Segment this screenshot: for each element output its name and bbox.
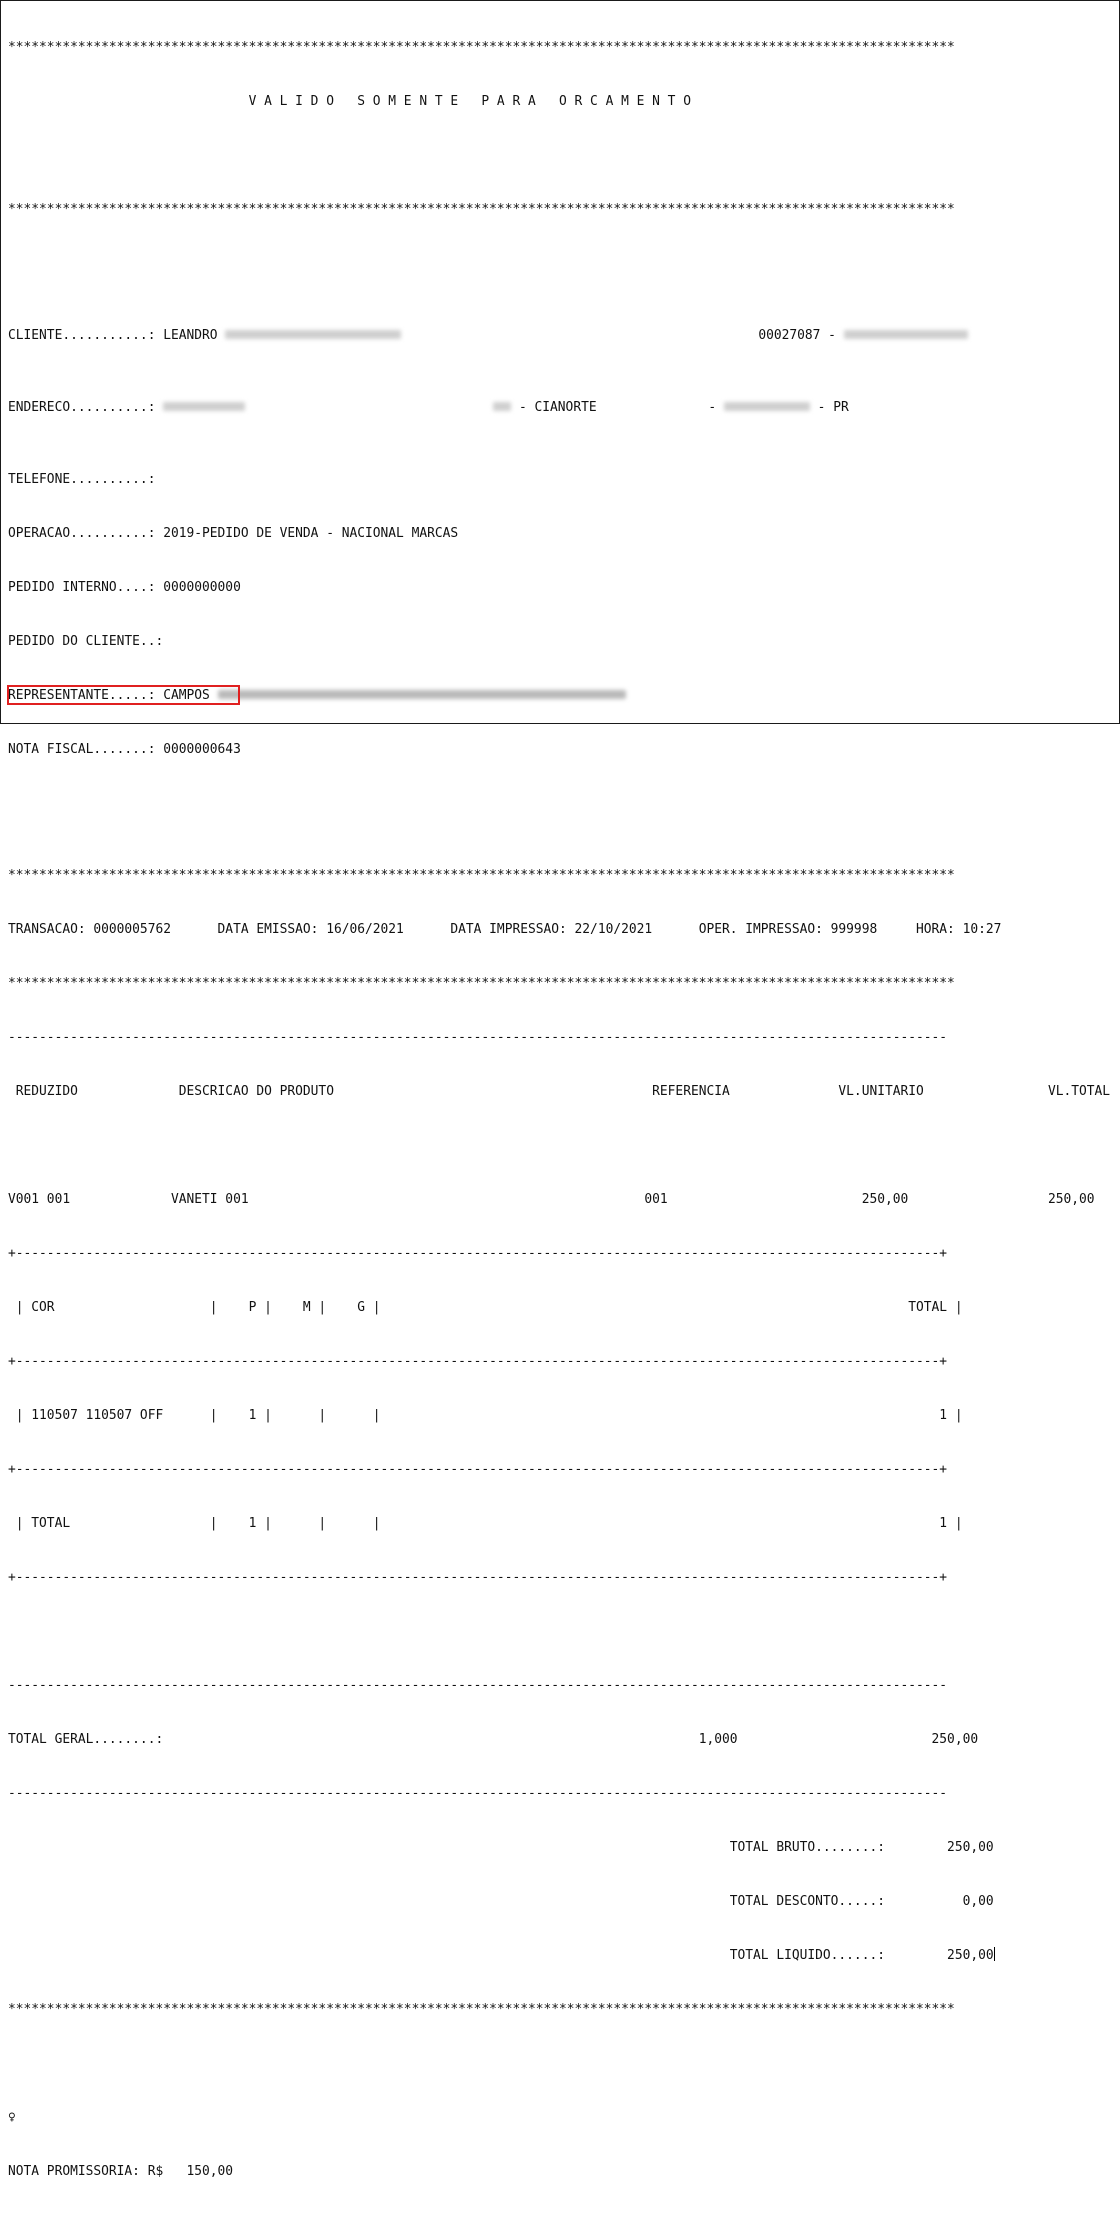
endereco-uf: PR — [833, 400, 849, 415]
grid-border: +-----------------------------------------------------------------------------------------------------------------------+ — [8, 1570, 948, 1585]
grid-data-row: | 110507 110507 OFF | 1 | | | 1 | — [8, 1408, 963, 1423]
pedido-interno-row — [8, 579, 1110, 597]
operacao-value: 2019-PEDIDO DE VENDA - NACIONAL MARCAS — [163, 526, 459, 541]
total-liquido-row — [8, 1947, 1110, 1965]
highlight-box — [7, 685, 240, 705]
cliente-name: LEANDRO — [163, 328, 226, 343]
endereco-city-sep: - — [511, 400, 535, 415]
dash-divider: ------------------------------------------------------------------------------------------------------------------------- — [8, 1030, 948, 1045]
female-symbol: ♀ — [8, 2110, 16, 2125]
redacted-cep — [724, 402, 810, 411]
total-desconto-row: TOTAL DESCONTO.....: 0,00 — [8, 1894, 994, 1909]
operacao-row — [8, 525, 1110, 543]
pedido-interno-value: 0000000000 — [163, 580, 241, 595]
cliente-code: 00027087 - — [758, 328, 844, 343]
grid-border: +-----------------------------------------------------------------------------------------------------------------------+ — [8, 1246, 948, 1261]
total-liquido-text: TOTAL LIQUIDO......: 250,00 — [8, 1948, 994, 1963]
operacao-label: OPERACAO..........: — [8, 526, 164, 541]
nota-fiscal-value: 0000000643 — [163, 742, 241, 757]
dash-divider: ------------------------------------------------------------------------------------------------------------------------- — [8, 1678, 948, 1693]
redacted-representante — [218, 690, 626, 699]
stars-divider: ************************************************************************************************************************** — [8, 976, 955, 991]
blank-line — [8, 255, 1110, 273]
nota-fiscal-row — [8, 741, 1110, 759]
columns-header: REDUZIDO DESCRICAO DO PRODUTO REFERENCIA VL.UNITARIO VL.TOTAL — [8, 1084, 1111, 1099]
report-document — [8, 3, 1110, 2217]
transacao-row: TRANSACAO: 0000005762 DATA EMISSAO: 16/06/2021 DATA IMPRESSAO: 22/10/2021 OPER. IMPRESSAO: 999998 HORA: 10:27 — [8, 922, 1002, 937]
endereco-row — [8, 399, 1110, 417]
cliente-row — [8, 327, 1110, 345]
representante-label: REPRESENTANTE.....: — [8, 688, 164, 703]
endereco-label: ENDERECO..........: — [8, 400, 164, 415]
pedido-interno-label: PEDIDO INTERNO....: — [8, 580, 164, 595]
blank-line — [8, 1623, 1110, 1641]
nota-fiscal-label: NOTA FISCAL.......: — [8, 742, 164, 757]
blank-line — [8, 2055, 1110, 2073]
representante-value: CAMPOS — [163, 688, 218, 703]
redacted-name — [225, 330, 401, 339]
redacted-address — [163, 402, 245, 411]
pedido-cliente-row: PEDIDO DO CLIENTE..: — [8, 634, 164, 649]
total-bruto-row: TOTAL BRUTO........: 250,00 — [8, 1840, 994, 1855]
stars-divider: ************************************************************************************************************************** — [8, 868, 955, 883]
blank-line — [8, 813, 1110, 831]
stars-divider: ************************************************************************************************************************** — [8, 202, 955, 217]
blank-line — [8, 1137, 1110, 1155]
product-row: V001 001 VANETI 001 001 250,00 250,00 — [8, 1192, 1095, 1207]
grid-border: +-----------------------------------------------------------------------------------------------------------------------+ — [8, 1462, 948, 1477]
endereco-city: CIANORTE — [534, 400, 597, 415]
redacted-number — [493, 402, 511, 411]
dash-divider: ------------------------------------------------------------------------------------------------------------------------- — [8, 1786, 948, 1801]
telefone-row: TELEFONE..........: — [8, 472, 156, 487]
stars-divider: ************************************************************************************************************************** — [8, 40, 955, 55]
text-cursor — [994, 1947, 995, 1961]
redacted-code — [844, 330, 968, 339]
grid-header-row: | COR | P | M | G | TOTAL | — [8, 1300, 963, 1315]
report-title: V A L I D O S O M E N T E P A R A O R C A M E N T O — [8, 94, 691, 109]
cliente-label: CLIENTE...........: — [8, 328, 164, 343]
endereco-uf-sep: - — [700, 400, 724, 415]
grid-total-row: | TOTAL | 1 | | | 1 | — [8, 1516, 963, 1531]
nota-promissoria-row: NOTA PROMISSORIA: R$ 150,00 — [8, 2164, 234, 2179]
endereco-uf-sep2: - — [809, 400, 834, 415]
blank-line — [8, 147, 1110, 165]
stars-divider: ************************************************************************************************************************** — [8, 2002, 955, 2017]
total-geral-row: TOTAL GERAL........: 1,000 250,00 — [8, 1732, 979, 1747]
cliente-gap — [401, 328, 758, 343]
grid-border: +-----------------------------------------------------------------------------------------------------------------------+ — [8, 1354, 948, 1369]
